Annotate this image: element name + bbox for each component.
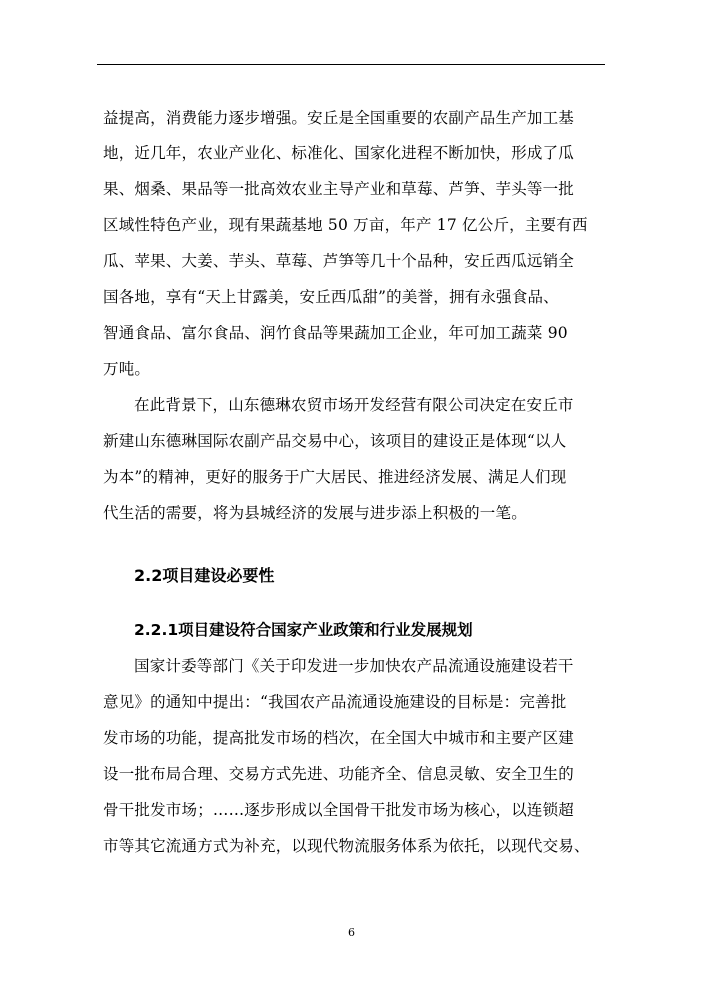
paragraph-line: 瓜、苹果、大姜、芋头、草莓、芦笋等几十个品种，安丘西瓜远销全 — [103, 252, 575, 270]
paragraph-line: 万吨。 — [103, 360, 151, 378]
paragraph-line: 骨干批发市场；……逐步形成以全国骨干批发市场为核心，以连锁超 — [103, 801, 575, 819]
paragraph-line: 新建山东德琳国际农副产品交易中心，该项目的建设正是体现“以人 — [103, 432, 567, 450]
paragraph-line: 国各地，享有“天上甘露美，安丘西瓜甜”的美誉，拥有永强食品、 — [103, 288, 559, 306]
paragraph-line: 市等其它流通方式为补充，以现代物流服务体系为依托，以现代交易、 — [103, 837, 590, 855]
paragraph-line: 代生活的需要，将为县城经济的发展与进步添上积极的一笔。 — [103, 504, 527, 522]
paragraph-line: 智通食品、富尔食品、润竹食品等果蔬加工企业，年可加工蔬菜 90 — [103, 324, 568, 342]
paragraph-line: 区域性特色产业，现有果蔬基地 50 万亩，年产 17 亿公斤，主要有西 — [103, 216, 588, 234]
paragraph-line: 果、烟桑、果品等一批高效农业主导产业和草莓、芦笋、芋头等一批 — [103, 180, 575, 198]
paragraph-line: 国家计委等部门《关于印发进一步加快农产品流通设施建设若干 — [134, 657, 574, 675]
paragraph-line: 为本”的精神，更好的服务于广大居民、推进经济发展、满足人们现 — [103, 468, 567, 486]
paragraph-line: 在此背景下，山东德琳农贸市场开发经营有限公司决定在安丘市 — [134, 396, 574, 414]
paragraph-line: 地，近几年，农业产业化、标准化、国家化进程不断加快，形成了瓜 — [103, 144, 575, 162]
section-heading: 2.2项目建设必要性 — [134, 566, 275, 585]
header-rule — [97, 64, 605, 65]
paragraph-line: 发市场的功能，提高批发市场的档次，在全国大中城市和主要产区建 — [103, 729, 575, 747]
page-number: 6 — [348, 926, 355, 939]
paragraph-line: 意见》的通知中提出：“我国农产品流通设施建设的目标是：完善批 — [103, 693, 567, 711]
paragraph-line: 设一批布局合理、交易方式先进、功能齐全、信息灵敏、安全卫生的 — [103, 765, 575, 783]
paragraph-line: 益提高，消费能力逐步增强。安丘是全国重要的农副产品生产加工基 — [103, 109, 575, 127]
subsection-heading: 2.2.1项目建设符合国家产业政策和行业发展规划 — [134, 621, 473, 639]
